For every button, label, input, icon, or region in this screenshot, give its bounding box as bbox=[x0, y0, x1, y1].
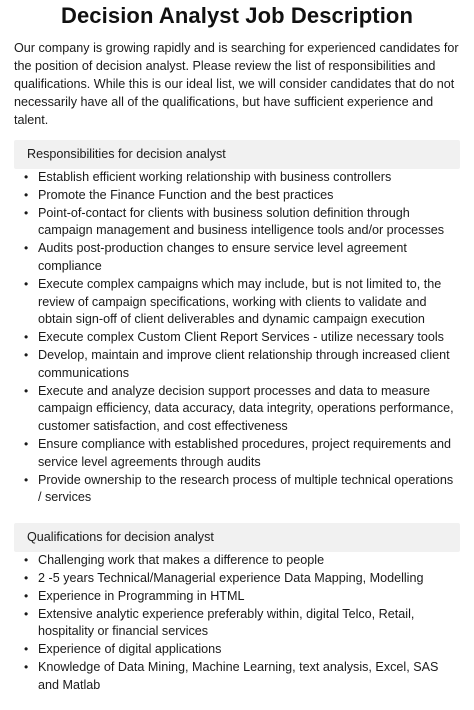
list-item bbox=[24, 552, 460, 570]
bullet-icon: • bbox=[24, 570, 29, 585]
intro-paragraph: Our company is growing rapidly and is searching for experienced candidates for the position of decision analyst. Please review the list of responsibilities and qualifications. While this is our ideal list, we will consider candidates that do not necessarily have all of the qualifications, but have sufficient experience and talent. bbox=[14, 41, 459, 127]
list-item bbox=[24, 329, 460, 347]
responsibilities-heading: Responsibilities for decision analyst bbox=[14, 140, 460, 169]
bullet-icon: • bbox=[24, 330, 29, 345]
responsibility-text: Establish efficient working relationship with business controllers bbox=[38, 170, 392, 184]
bullet-icon: • bbox=[24, 659, 29, 674]
qualifications-list bbox=[14, 552, 460, 694]
list-item bbox=[24, 659, 460, 695]
bullet-icon: • bbox=[24, 347, 29, 362]
responsibility-text: Provide ownership to the research process of multiple technical operations / services bbox=[38, 472, 454, 505]
bullet-icon: • bbox=[24, 241, 29, 256]
responsibilities-list bbox=[14, 169, 460, 507]
qualification-text: Extensive analytic experience preferably within, digital Telco, Retail, hospitality or financial services bbox=[38, 606, 415, 639]
qualification-text: Experience of digital applications bbox=[38, 642, 222, 657]
responsibility-text: Execute complex campaigns which may include, but is not limited to, the review of campaign specifications, working with clients to validate and obtain sign-off of client deliverables and dynamic campaign execution bbox=[38, 276, 442, 327]
responsibility-text: Develop, maintain and improve client relationship through increased client communications bbox=[38, 347, 450, 380]
bullet-icon: • bbox=[24, 553, 29, 568]
bullet-icon: • bbox=[24, 187, 29, 202]
responsibility-text: Point-of-contact for clients with business solution definition through campaign management and business intelligence tools and/or processes bbox=[38, 205, 445, 238]
list-item bbox=[24, 588, 460, 606]
bullet-icon: • bbox=[24, 383, 29, 398]
responsibility-text: Promote the Finance Function and the best practices bbox=[38, 187, 334, 202]
qualifications-heading: Qualifications for decision analyst bbox=[14, 523, 460, 552]
list-item bbox=[24, 240, 460, 276]
bullet-icon: • bbox=[24, 205, 29, 220]
list-item bbox=[24, 205, 460, 241]
qualification-text: 2 -5 years Technical/Managerial experience Data Mapping, Modelling bbox=[38, 570, 424, 585]
bullet-icon: • bbox=[24, 472, 29, 487]
bullet-icon: • bbox=[24, 170, 29, 184]
list-item bbox=[24, 383, 460, 436]
responsibility-text: Ensure compliance with established procedures, project requirements and service level agreements through audits bbox=[38, 436, 452, 469]
bullet-icon: • bbox=[24, 642, 29, 657]
qualification-text: Challenging work that makes a difference to people bbox=[38, 553, 325, 568]
bullet-icon: • bbox=[24, 436, 29, 451]
responsibility-text: Execute and analyze decision support processes and data to measure campaign efficiency, data accuracy, data integrity, operations performance, customer satisfaction, and cost effectiveness bbox=[38, 383, 454, 434]
list-item bbox=[24, 187, 460, 205]
responsibility-text: Execute complex Custom Client Report Services - utilize necessary tools bbox=[38, 330, 444, 345]
list-item bbox=[24, 347, 460, 383]
bullet-icon: • bbox=[24, 588, 29, 603]
responsibility-text: Audits post-production changes to ensure service level agreement compliance bbox=[38, 241, 407, 273]
qualification-text: Knowledge of Data Mining, Machine Learning, text analysis, Excel, SAS and Matlab bbox=[38, 659, 439, 692]
list-item bbox=[24, 570, 460, 588]
list-item bbox=[24, 169, 460, 187]
bullet-icon: • bbox=[24, 606, 29, 621]
list-item bbox=[24, 472, 460, 508]
bullet-icon: • bbox=[24, 276, 29, 291]
list-item bbox=[24, 606, 460, 642]
qualification-text: Experience in Programming in HTML bbox=[38, 588, 245, 603]
list-item bbox=[24, 641, 460, 659]
list-item bbox=[24, 436, 460, 472]
page-title: Decision Analyst Job Description bbox=[60, 3, 414, 28]
list-item bbox=[24, 276, 460, 329]
